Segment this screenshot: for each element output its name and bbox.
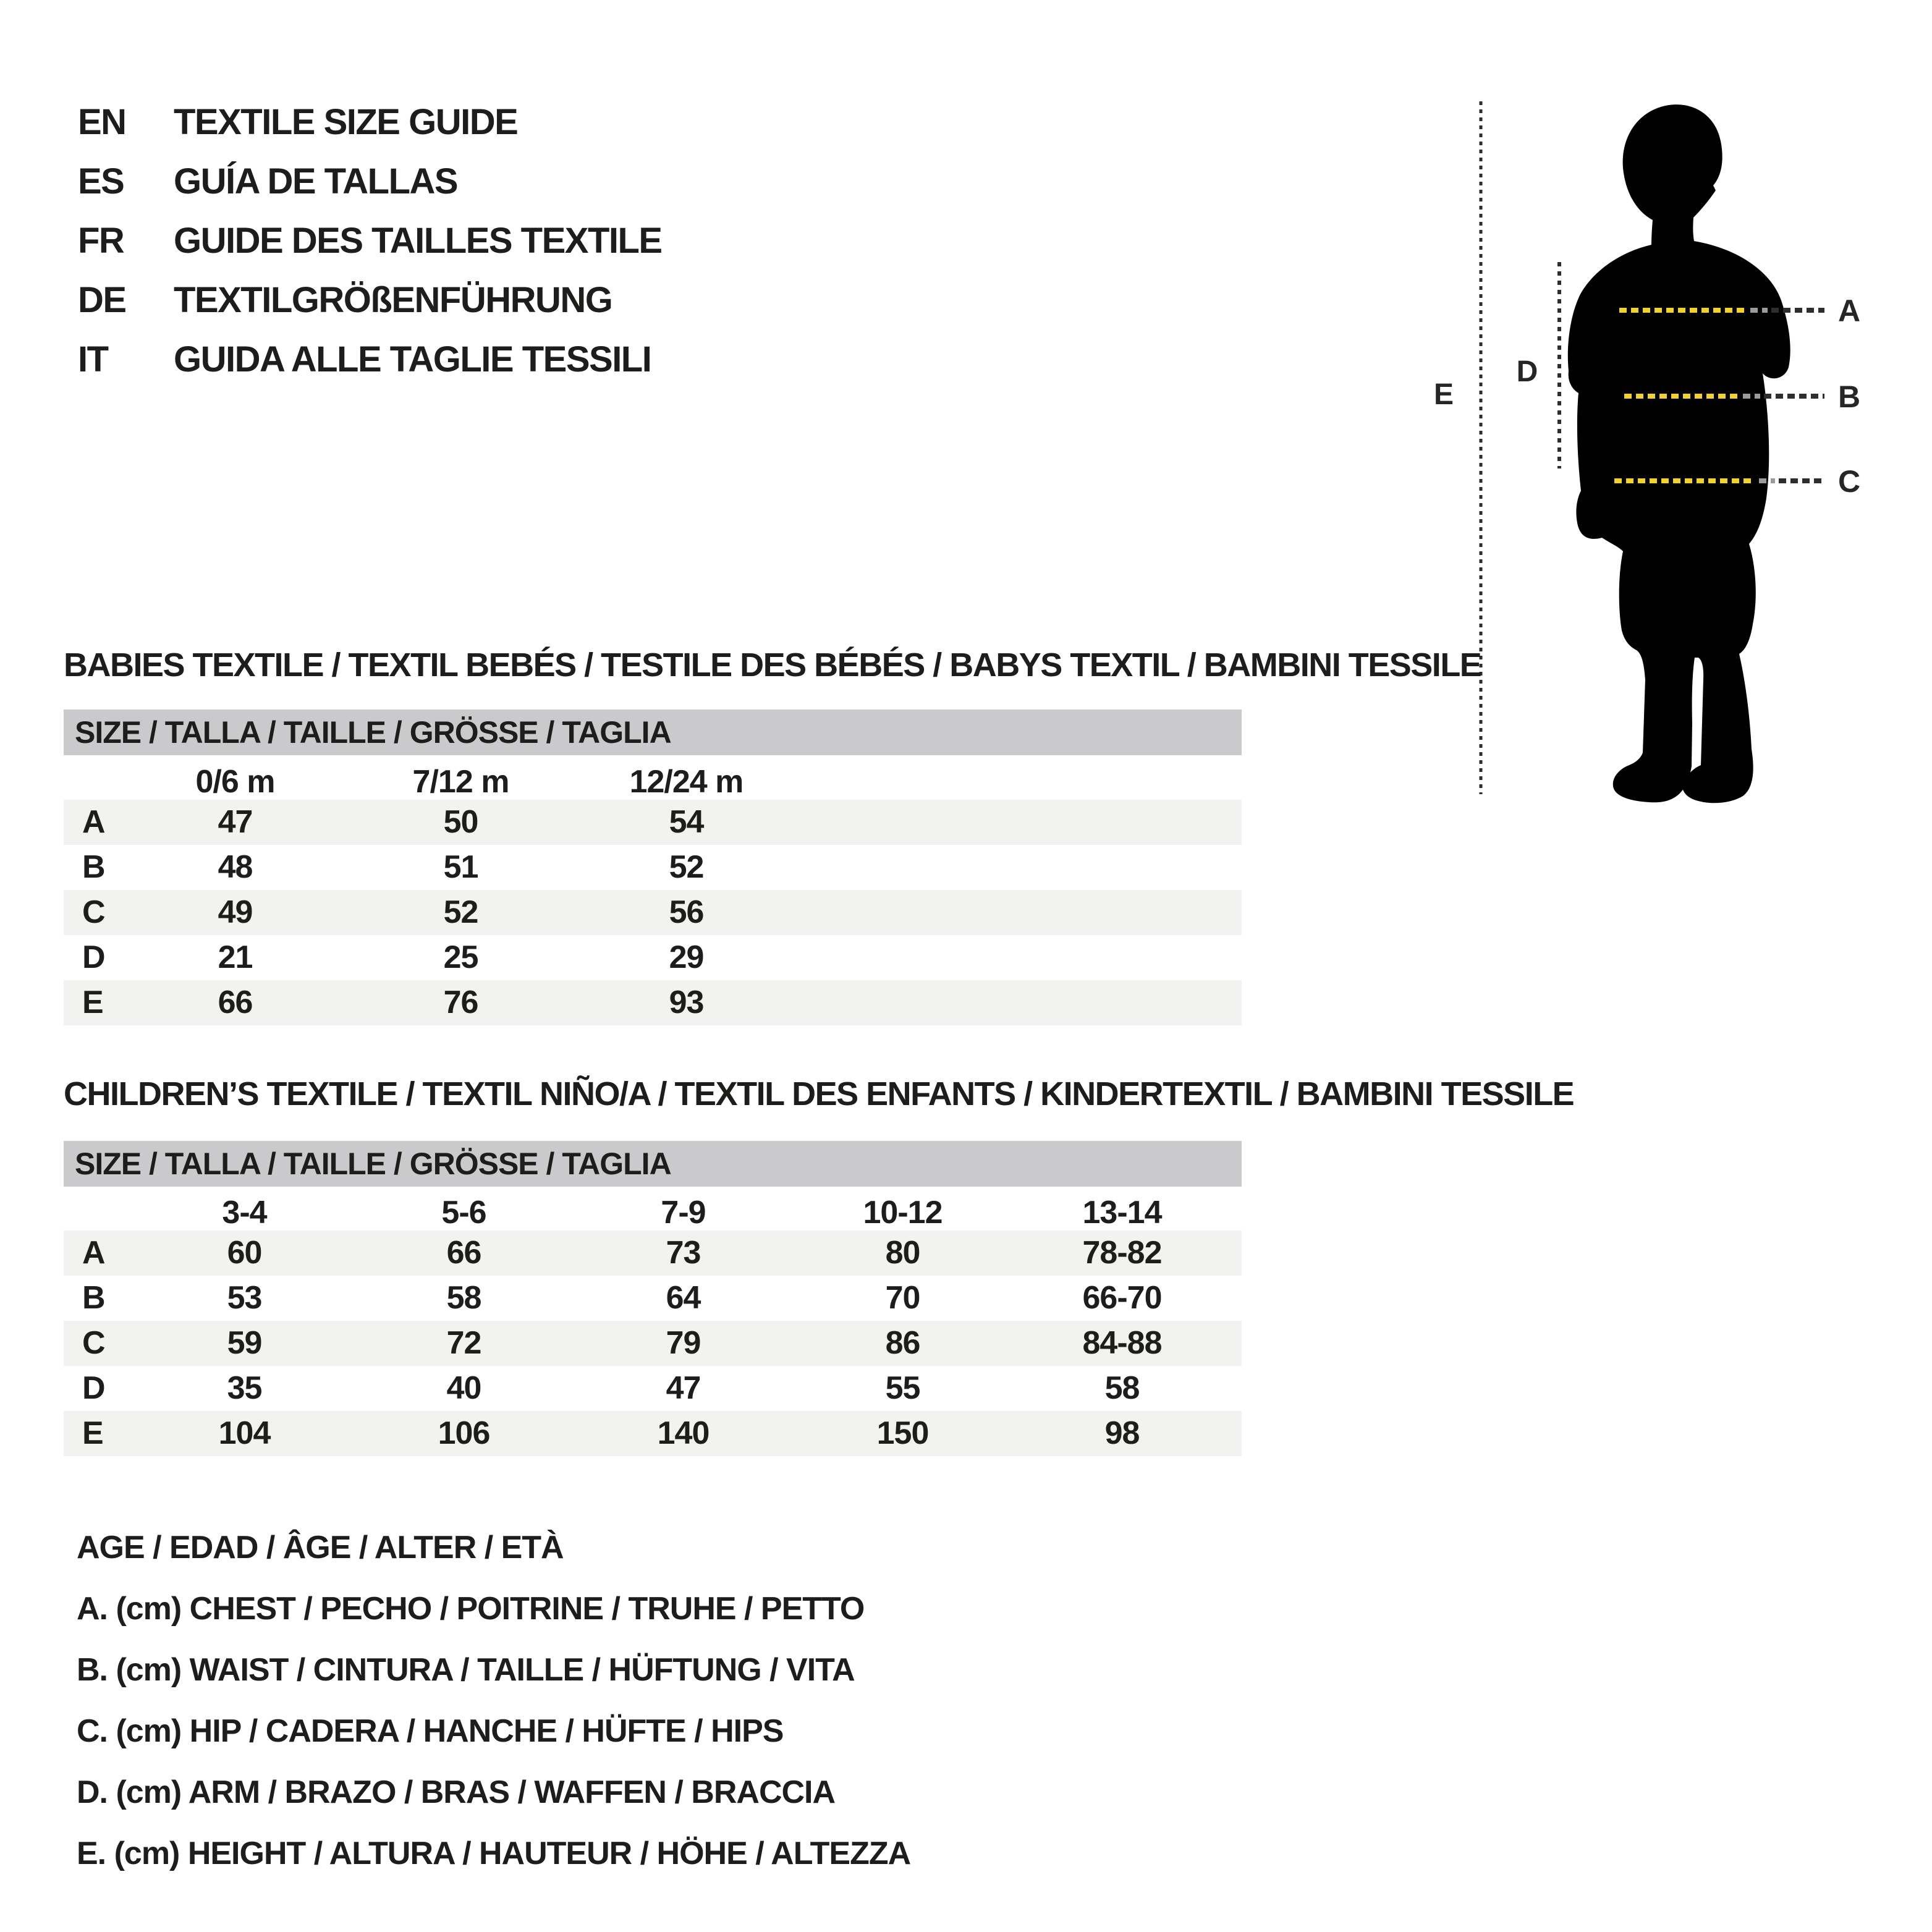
cell: 25 — [443, 939, 478, 975]
cell: 49 — [218, 894, 253, 930]
row-label: D — [82, 1370, 105, 1406]
cell: 48 — [218, 849, 253, 885]
cell: 66-70 — [1082, 1280, 1162, 1316]
table-row-a — [64, 800, 1242, 845]
row-label: E — [82, 985, 103, 1020]
cell: 66 — [446, 1235, 481, 1271]
cell: 58 — [446, 1280, 481, 1316]
row-label: A — [82, 1235, 105, 1271]
row-label: E — [82, 1415, 103, 1451]
cell: 51 — [443, 849, 478, 885]
cell: 60 — [227, 1235, 262, 1271]
table-row-e — [64, 1411, 1242, 1456]
legend-arm: D. (cm) ARM / BRAZO / BRAS / WAFFEN / BRACCIA — [77, 1774, 836, 1810]
table-row-a — [64, 1231, 1242, 1276]
table-row-d — [64, 935, 1242, 980]
babies-size-table — [64, 764, 1242, 1025]
row-label: B — [82, 849, 105, 885]
cell: 70 — [885, 1280, 920, 1316]
cell: 86 — [885, 1325, 920, 1361]
legend-age: AGE / EDAD / ÂGE / ALTER / ETÀ — [77, 1530, 564, 1566]
cell: 54 — [669, 804, 704, 840]
lang-code: EN — [78, 102, 126, 142]
cell: 40 — [446, 1370, 481, 1406]
children-size-header-bar: SIZE / TALLA / TAILLE / GRÖSSE / TAGLIA — [64, 1141, 1242, 1187]
cell: 106 — [438, 1415, 490, 1451]
children-section-heading: CHILDREN’S TEXTILE / TEXTIL NIÑO/A / TEXTIL DES ENFANTS / KINDERTEXTIL / BAMBINI TESSILE — [64, 1075, 1574, 1112]
cell: 50 — [443, 804, 478, 840]
column-header-spacer — [64, 1195, 135, 1231]
table-row-c — [64, 890, 1242, 935]
cell: 53 — [227, 1280, 262, 1316]
cell: 66 — [218, 985, 253, 1020]
figure-label-b: B — [1837, 379, 1861, 414]
cell: 76 — [443, 985, 478, 1020]
cell: 56 — [669, 894, 704, 930]
child-silhouette-icon — [1568, 104, 1790, 803]
cell: 58 — [1104, 1370, 1140, 1406]
cell: 80 — [885, 1235, 920, 1271]
cell: 93 — [669, 985, 704, 1020]
cell: 72 — [446, 1325, 481, 1361]
cell: 35 — [227, 1370, 262, 1406]
legend-chest: A. (cm) CHEST / PECHO / POITRINE / TRUHE / PETTO — [77, 1591, 865, 1627]
lang-row-fr — [78, 211, 662, 271]
cell: 150 — [876, 1415, 929, 1451]
column-header: 3-4 — [222, 1195, 267, 1231]
cell: 73 — [666, 1235, 701, 1271]
babies-size-header-bar: SIZE / TALLA / TAILLE / GRÖSSE / TAGLIA — [64, 710, 1242, 755]
legend-waist: B. (cm) WAIST / CINTURA / TAILLE / HÜFTUNG / VITA — [77, 1652, 855, 1688]
column-header: 0/6 m — [195, 764, 275, 800]
cell: 47 — [218, 804, 253, 840]
figure-label-d: D — [1516, 355, 1538, 388]
table-row-b — [64, 845, 1242, 890]
row-label: C — [82, 894, 105, 930]
table-row-e — [64, 980, 1242, 1025]
cell: 21 — [218, 939, 253, 975]
lang-row-de — [78, 271, 662, 330]
cell: 79 — [666, 1325, 701, 1361]
lang-code: DE — [78, 280, 126, 320]
measurement-figure — [1397, 74, 1904, 834]
cell: 52 — [443, 894, 478, 930]
lang-row-it — [78, 330, 662, 389]
lang-row-es — [78, 152, 662, 211]
cell: 29 — [669, 939, 704, 975]
legend-hip: C. (cm) HIP / CADERA / HANCHE / HÜFTE / HIPS — [77, 1713, 784, 1749]
cell: 84-88 — [1082, 1325, 1162, 1361]
lang-title: GUIDA ALLE TAGLIE TESSILI — [174, 339, 651, 379]
column-header: 7/12 m — [412, 764, 509, 800]
row-label: C — [82, 1325, 105, 1361]
lang-code: ES — [78, 161, 124, 201]
table-row-c — [64, 1321, 1242, 1366]
column-header: 12/24 m — [629, 764, 744, 800]
lang-row-en — [78, 93, 662, 152]
language-title-list — [78, 93, 662, 389]
lang-title: GUÍA DE TALLAS — [174, 161, 458, 201]
row-label: D — [82, 939, 105, 975]
lang-code: FR — [78, 221, 124, 261]
children-size-table — [64, 1195, 1242, 1456]
cell: 59 — [227, 1325, 262, 1361]
figure-label-a: A — [1837, 294, 1861, 328]
lang-code: IT — [78, 339, 108, 379]
babies-section-heading: BABIES TEXTILE / TEXTIL BEBÉS / TESTILE DES BÉBÉS / BABYS TEXTIL / BAMBINI TESSILE — [64, 646, 1481, 684]
row-label: A — [82, 804, 105, 840]
column-header: 7-9 — [661, 1195, 706, 1231]
cell: 98 — [1104, 1415, 1140, 1451]
lang-title: TEXTILE SIZE GUIDE — [174, 102, 518, 142]
figure-label-c: C — [1837, 464, 1861, 499]
column-header: 5-6 — [441, 1195, 486, 1231]
column-header: 13-14 — [1082, 1195, 1162, 1231]
figure-label-e: E — [1433, 378, 1454, 411]
table-row-b — [64, 1276, 1242, 1321]
babies-column-header-row — [64, 764, 1242, 800]
cell: 64 — [666, 1280, 701, 1316]
cell: 47 — [666, 1370, 701, 1406]
lang-title: TEXTILGRÖßENFÜHRUNG — [174, 280, 612, 320]
cell: 140 — [657, 1415, 710, 1451]
column-header: 10-12 — [863, 1195, 943, 1231]
column-header-spacer — [64, 764, 122, 800]
table-row-d — [64, 1366, 1242, 1411]
cell: 78-82 — [1082, 1235, 1162, 1271]
row-label: B — [82, 1280, 105, 1316]
children-column-header-row — [64, 1195, 1242, 1231]
cell: 52 — [669, 849, 704, 885]
measurement-legend — [77, 1517, 910, 1884]
legend-height: E. (cm) HEIGHT / ALTURA / HAUTEUR / HÖHE / ALTEZZA — [77, 1836, 911, 1871]
lang-title: GUIDE DES TAILLES TEXTILE — [174, 221, 662, 261]
cell: 55 — [885, 1370, 920, 1406]
cell: 104 — [218, 1415, 271, 1451]
